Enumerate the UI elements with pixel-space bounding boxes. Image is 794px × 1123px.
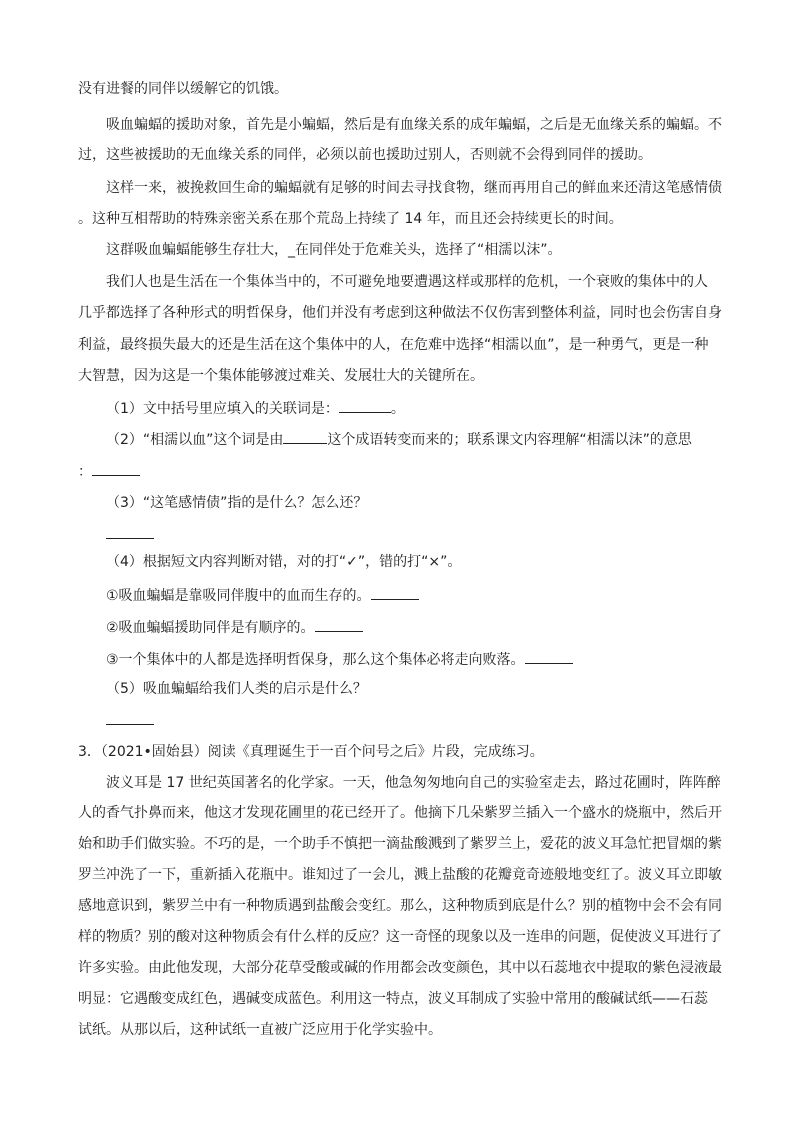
passage-line: 几乎都选择了各种形式的明哲保身，他们并没有考虑到这种做法不仅伤害到整体利益，同时也会伤害自身 bbox=[78, 305, 722, 321]
question-4: （4）根据短文内容判断对错，对的打“✓”，错的打“×”。 bbox=[106, 554, 462, 570]
question-2-text-a: （2）“相濡以血”这个词是由 bbox=[106, 432, 284, 448]
question-3-answer-line bbox=[106, 524, 726, 545]
question-4-item-2 bbox=[106, 617, 726, 638]
passage-line: 样的物质？别的酸对这种物质会有什么样的反应？这一奇怪的现象以及一连串的问题，促使波义耳进行了 bbox=[78, 929, 722, 945]
question-4-item-1-text: ①吸血蝙蝠是靠吸同伴腹中的血而生存的。 bbox=[106, 588, 371, 604]
passage-line: 这群吸血蝙蝠能够生存壮大，_在同伴处于危难关头，选择了“相濡以沫”。 bbox=[106, 242, 562, 258]
passage-line: 明显：它遇酸变成红色，遇碱变成蓝色。利用这一特点，波义耳制成了实验中常用的酸碱试纸——石蕊 bbox=[78, 991, 708, 1007]
passage-line: 许多实验。由此他发现，大部分花草受酸或碱的作用都会改变颜色，其中以石蕊地衣中提取的紫色浸液最 bbox=[78, 960, 722, 976]
answer-blank[interactable] bbox=[92, 461, 140, 476]
passage-line: 试纸。从那以后，这种试纸一直被广泛应用于化学实验中。 bbox=[78, 1022, 442, 1038]
passage-line: 吸血蝙蝠的援助对象，首先是小蝙蝠，然后是有血缘关系的成年蝙蝠，之后是无血缘关系的蝙蝠。不 bbox=[106, 117, 722, 133]
passage-line: 利益，最终损失最大的还是生活在这个集体中的人，在危难中选择“相濡以血”，是一种勇气，更是一种 bbox=[78, 337, 709, 353]
question-4-item-2-text: ②吸血蝙蝠援助同伴是有顺序的。 bbox=[106, 620, 315, 636]
question-1-text: （1）文中括号里应填入的关联词是： bbox=[106, 401, 339, 417]
passage-line: 波义耳是 17 世纪英国著名的化学家。一天，他急匆匆地向自己的实验室走去，路过花圃时，阵阵醉 bbox=[106, 775, 721, 791]
answer-blank[interactable] bbox=[283, 429, 327, 444]
question-5: （5）吸血蝙蝠给我们人类的启示是什么？ bbox=[106, 681, 367, 697]
question-2-text-b: 这个成语转变而来的；联系课文内容理解“相濡以沫”的意思 bbox=[327, 432, 692, 448]
question-1-end: 。 bbox=[390, 401, 405, 417]
passage-line: 人的香气扑鼻而来，他这才发现花圃里的花已经开了。他摘下几朵紫罗兰插入一个盛水的烧瓶中，然后开 bbox=[78, 805, 722, 821]
passage-line: 始和助手们做实验。不巧的是，一个助手不慎把一滴盐酸溅到了紫罗兰上，爱花的波义耳急忙把冒烟的紫 bbox=[78, 836, 722, 852]
question-1 bbox=[106, 398, 726, 419]
passage-line: 大智慧，因为这是一个集体能够渡过难关、发展壮大的关键所在。 bbox=[78, 368, 484, 384]
answer-blank[interactable] bbox=[106, 710, 154, 725]
answer-blank[interactable] bbox=[525, 649, 573, 664]
passage-line: 罗兰冲洗了一下，重新插入花瓶中。谁知过了一会儿，溅上盐酸的花瓣竟奇迹般地变红了。波义耳立即敏 bbox=[78, 867, 722, 883]
passage-line: 我们人也是生活在一个集体当中的，不可避免地要遭遇这样或那样的危机，一个衰败的集体中的人 bbox=[106, 274, 708, 290]
answer-blank[interactable] bbox=[106, 524, 154, 539]
section-3-heading: 3．（2021•固始县）阅读《真理诞生于一百个问号之后》片段，完成练习。 bbox=[78, 744, 544, 760]
passage-line: 过，这些被援助的无血缘关系的同伴，必须以前也援助过别人，否则就不会得到同伴的援助。 bbox=[78, 147, 652, 163]
answer-blank[interactable] bbox=[315, 617, 363, 632]
question-2 bbox=[106, 429, 726, 450]
passage-line: 这样一来，被挽救回生命的蝙蝠就有足够的时间去寻找食物，继而再用自己的鲜血来还清这笔感情债 bbox=[106, 180, 722, 196]
question-2-text-c: ： bbox=[78, 464, 92, 480]
question-3: （3）“这笔感情债”指的是什么？怎么还？ bbox=[106, 495, 368, 511]
question-5-answer-line bbox=[106, 710, 726, 731]
question-4-item-3 bbox=[106, 649, 726, 670]
answer-blank[interactable] bbox=[371, 585, 419, 600]
passage-line: 没有进餐的同伴以缓解它的饥饿。 bbox=[78, 81, 288, 97]
passage-line: 。这种互相帮助的特殊亲密关系在那个荒岛上持续了 14 年，而且还会持续更长的时间。 bbox=[78, 211, 623, 227]
answer-blank[interactable] bbox=[339, 398, 391, 413]
question-4-item-3-text: ③一个集体中的人都是选择明哲保身，那么这个集体必将走向败落。 bbox=[106, 652, 525, 668]
passage-line: 感地意识到，紫罗兰中有一种物质遇到盐酸会变红。那么，这种物质到底是什么？别的植物中会不会有同 bbox=[78, 898, 722, 914]
question-2-cont bbox=[78, 461, 726, 482]
question-4-item-1 bbox=[106, 585, 726, 606]
